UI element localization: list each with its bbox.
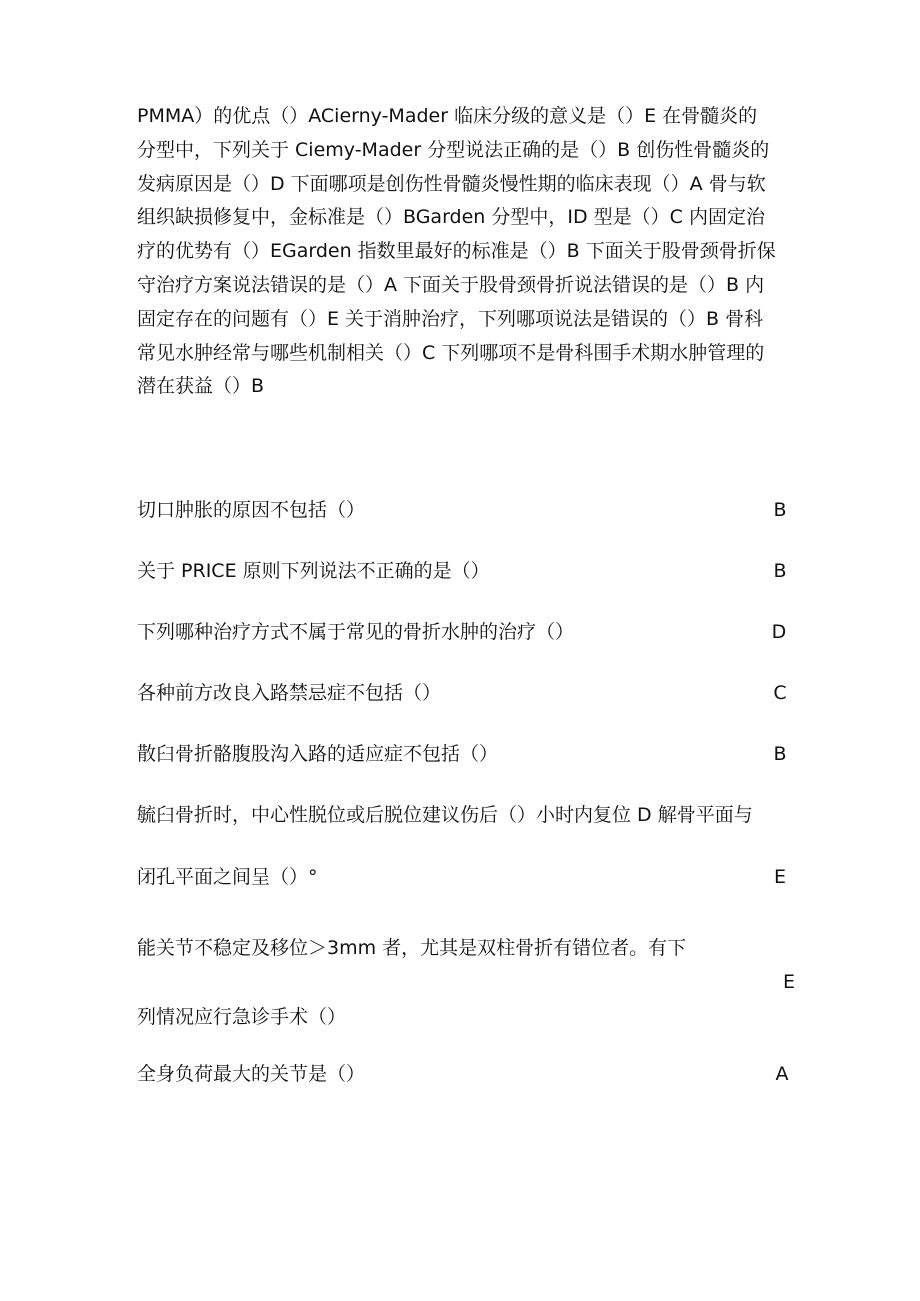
answer-letter: A xyxy=(775,1063,789,1085)
intro-line: 固定存在的问题有（）E 关于消肿治疗，下列哪项说法是错误的（）B 骨科 xyxy=(137,307,764,330)
surgery-question-line-1: 能关节不稳定及移位＞3mm 者，尤其是双柱骨折有错位者。有下 xyxy=(137,937,687,959)
intro-line: 守治疗方案说法错误的是（）A 下面关于股骨颈骨折说法错误的是（）B 内 xyxy=(137,273,765,296)
question-row xyxy=(137,1057,797,1091)
intro-paragraph xyxy=(137,100,797,404)
answer-letter: D xyxy=(771,621,787,643)
answer-letter: E xyxy=(773,866,786,888)
question-row xyxy=(137,615,797,649)
intro-line: 分型中，下列关于 Ciemy-Mader 分型说法正确的是（）B 创伤性骨髓炎的 xyxy=(137,138,770,161)
question-text: 下列哪种治疗方式不属于常见的骨折水肿的治疗（） xyxy=(137,621,575,643)
question-row xyxy=(137,737,797,771)
question-row xyxy=(137,554,797,588)
intro-line: 发病原因是（）D 下面哪项是创伤性骨髓炎慢性期的临床表现（）A 骨与软 xyxy=(137,172,766,195)
intro-line: PMMA）的优点（）ACierny-Mader 临床分级的意义是（）E 在骨髓炎的 xyxy=(137,105,758,127)
answer-letter: B xyxy=(773,743,787,765)
question-text: 切口肿胀的原因不包括（） xyxy=(137,499,366,521)
answer-letter: C xyxy=(773,682,787,704)
answer-letter: E xyxy=(782,971,795,993)
acetabulum-question-line-2: 闭孔平面之间呈（）° xyxy=(137,866,318,888)
intro-line: 潜在获益（）B xyxy=(137,375,265,398)
intro-line: 疗的优势有（）EGarden 指数里最好的标准是（）B 下面关于股骨颈骨折保 xyxy=(137,240,776,263)
surgery-question-line-2: 列情况应行急诊手术（） xyxy=(137,1006,347,1028)
question-text: 全身负荷最大的关节是（） xyxy=(137,1063,366,1085)
answer-letter: B xyxy=(773,560,787,582)
question-text: 散臼骨折骼腹股沟入路的适应症不包括（） xyxy=(137,743,499,765)
intro-line: 常见水肿经常与哪些机制相关（）C 下列哪项不是骨科围手术期水肿管理的 xyxy=(137,341,765,364)
question-row xyxy=(137,676,797,710)
question-text: 各种前方改良入路禁忌症不包括（） xyxy=(137,682,442,704)
answer-letter: B xyxy=(773,499,787,521)
question-text: 关于 PRICE 原则下列说法不正确的是（） xyxy=(137,560,490,582)
intro-line: 组织缺损修复中，金标准是（）BGarden 分型中，ID 型是（）C 内固定治 xyxy=(137,206,765,229)
question-row xyxy=(137,493,797,527)
acetabulum-question-line-1: 毓臼骨折时，中心性脱位或后脱位建议伤后（）小时内复位 D 解骨平面与 xyxy=(137,804,753,826)
